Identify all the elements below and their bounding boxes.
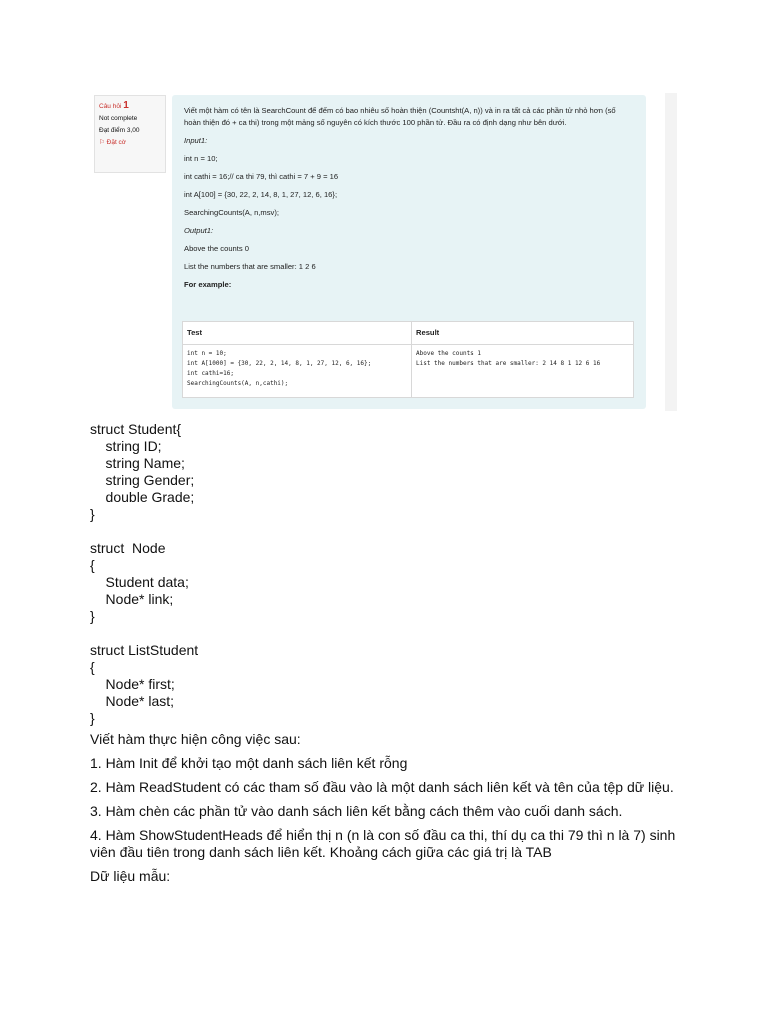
code-line: struct Student{	[90, 421, 182, 437]
result-cell: Above the counts 1 List the numbers that are smaller: 2 14 8 1 12 6 16	[412, 345, 634, 398]
input-label: Input1:	[184, 136, 208, 145]
table-header-test: Test	[183, 322, 412, 345]
output-label: Output1:	[184, 226, 214, 235]
code-line: struct Node	[90, 540, 166, 556]
output-line: List the numbers that are smaller: 1 2 6	[184, 262, 316, 271]
question-description: Viết một hàm có tên là SearchCount để đếm có bao nhiêu số hoàn thiện (Countsht(A, n)) và in ra tất cả các phần tử nhỏ hơn (số hoàn thiện đó + ca thi) trong một mảng số nguyên có kích thước 100 phần tử. Đầu ra có định dạng như bên dưới.	[184, 106, 616, 127]
question-status: Not complete	[99, 115, 138, 122]
sample-data-label: Dữ liệu mẫu:	[90, 868, 171, 884]
question-score: Đạt điểm 3,00	[99, 127, 140, 134]
table-header-result: Result	[412, 322, 634, 345]
flag-question-link[interactable]: ⚐ Đặt cờ	[99, 139, 127, 146]
instruction-item: 3. Hàm chèn các phần tử vào danh sách liên kết bằng cách thêm vào cuối danh sách.	[90, 803, 623, 819]
struct-node-block	[90, 540, 690, 625]
code-line: {	[90, 557, 95, 573]
instruction-item: 1. Hàm Init để khởi tạo một danh sách liên kết rỗng	[90, 755, 408, 771]
input-line: int n = 10;	[184, 154, 218, 163]
embedded-question-screenshot	[90, 93, 678, 411]
input-line: int cathi = 16;// ca thi 79, thì cathi = 7 + 9 = 16	[184, 172, 339, 181]
code-line: string ID;	[90, 438, 162, 454]
code-line: {	[90, 659, 95, 675]
test-result-table	[182, 321, 634, 398]
code-line: }	[90, 608, 95, 624]
code-line: }	[90, 710, 95, 726]
code-line: Student data;	[90, 574, 189, 590]
code-line: string Name;	[90, 455, 185, 471]
code-line: string Gender;	[90, 472, 195, 488]
question-number: Câu hỏi 1	[99, 100, 129, 111]
instruction-item: 4. Hàm ShowStudentHeads để hiển thị n (n là con số đầu ca thi, thí dụ ca thi 79 thì n là 7) sinh viên đầu tiên trong danh sách liên kết. Khoảng cách giữa các giá trị là TAB	[90, 827, 676, 860]
scrollbar[interactable]	[665, 93, 677, 411]
code-line: }	[90, 506, 95, 522]
code-line: Node* first;	[90, 676, 175, 692]
example-label: For example:	[184, 280, 232, 289]
output-line: Above the counts 0	[184, 244, 250, 253]
instruction-item: 2. Hàm ReadStudent có các tham số đầu vào là một danh sách liên kết và tên của tệp dữ liệu.	[90, 779, 674, 795]
code-line: double Grade;	[90, 489, 195, 505]
code-line: Node* last;	[90, 693, 175, 709]
question-info-box	[94, 95, 166, 173]
flag-icon: ⚐	[99, 139, 105, 146]
input-line: int A[100] = {30, 22, 2, 14, 8, 1, 27, 12, 6, 16};	[184, 190, 338, 199]
code-line: Node* link;	[90, 591, 174, 607]
struct-student-block	[90, 421, 690, 523]
struct-liststudent-block	[90, 642, 690, 727]
document-body	[90, 421, 690, 885]
instructions-intro: Viết hàm thực hiện công việc sau:	[90, 731, 301, 747]
test-cell: int n = 10; int A[1000] = {30, 22, 2, 14, 8, 1, 27, 12, 6, 16}; int cathi=16; SearchingCounts(A, n,cathi);	[183, 345, 412, 398]
code-line: struct ListStudent	[90, 642, 199, 658]
question-text-panel	[172, 95, 646, 409]
input-line: SearchingCounts(A, n,msv);	[184, 208, 279, 217]
